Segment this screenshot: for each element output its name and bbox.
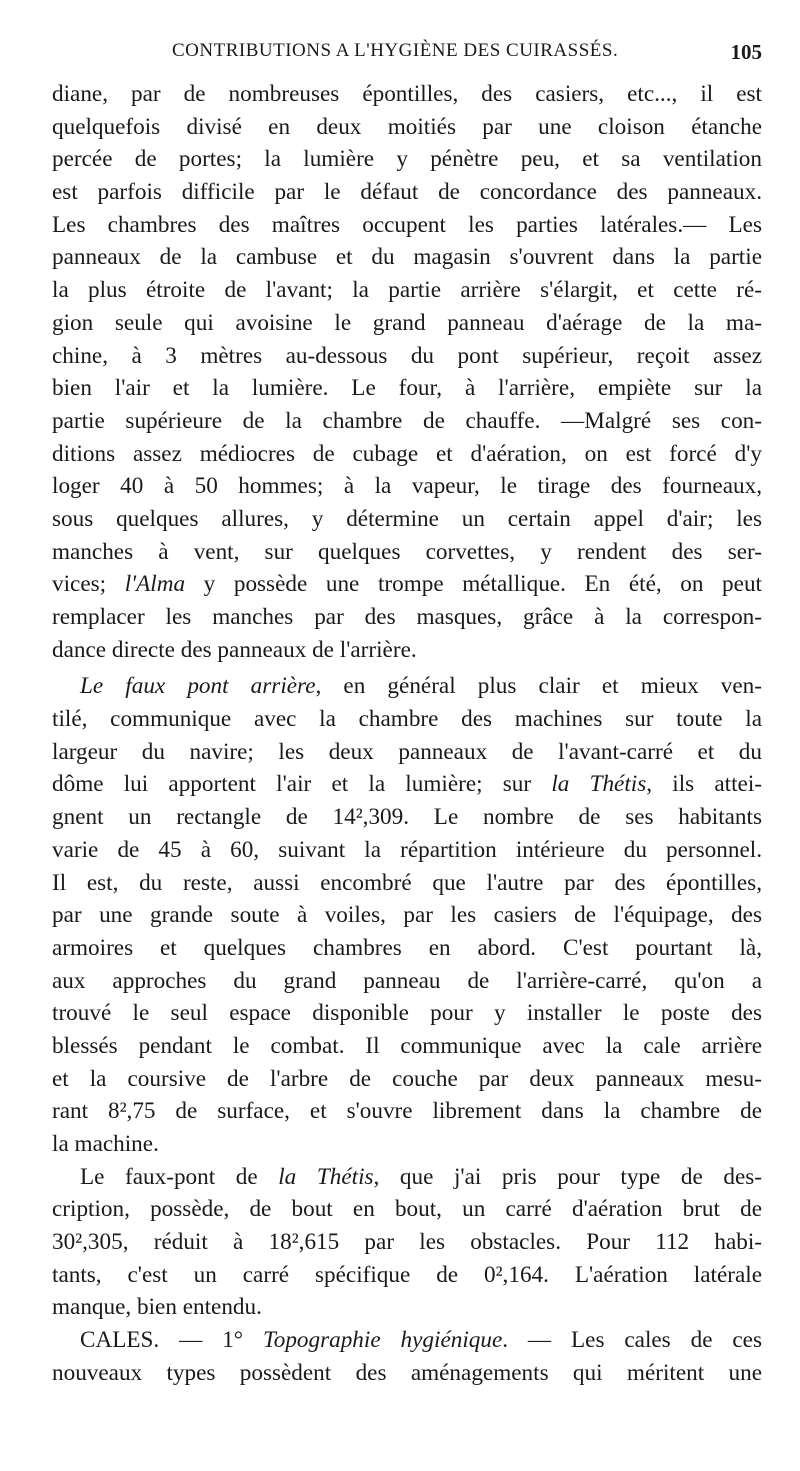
text-line: manches à vent, sur quelques corvettes, y rendent des ser-: [52, 538, 762, 565]
text-line: remplacer les manches par des masques, grâce à la correspon-: [52, 604, 762, 630]
text-line: tilé, communique avec la chambre des machines sur toute la: [52, 706, 762, 733]
text-line: par une grande soute à voiles, par les casiers de l'équipage, des: [52, 902, 762, 929]
text-segment: y possède une trompe métallique. En été, on peut: [185, 571, 762, 598]
text-line: quelquefois divisé en deux moitiés par une cloison étanche: [52, 113, 762, 140]
body-text: [52, 78, 762, 1390]
page-header: [52, 36, 762, 70]
text-line: trouvé le seul espace disponible pour y installer le poste des: [52, 1000, 762, 1027]
text-line: diane, par de nombreuses épontilles, des casiers, etc..., il est: [52, 81, 762, 107]
text-line: armoires et quelques chambres en abord. C'est pourtant là,: [52, 934, 762, 961]
text-line: la plus étroite de l'avant; la partie arrière s'élargit, et cette ré-: [52, 277, 762, 304]
text-line: chine, à 3 mètres au-dessous du pont supérieur, reçoit assez: [52, 342, 762, 369]
text-segment: , en général plus clair et mieux ven-: [315, 673, 762, 700]
text-line: [52, 1161, 762, 1194]
text-line: [52, 568, 762, 601]
text-line: varie de 45 à 60, suivant la répartition intérieure du personnel.: [52, 836, 762, 863]
text-line: la machine.: [52, 1131, 159, 1157]
text-segment: vices;: [52, 571, 125, 598]
text-line: bien l'air et la lumière. Le four, à l'arrière, empiète sur la: [52, 375, 762, 402]
text-segment: , que j'ai pris pour type de des-: [373, 1163, 762, 1190]
text-line: partie supérieure de la chambre de chauffe. —Malgré ses con-: [52, 407, 762, 434]
text-line: cription, possède, de bout en bout, un carré d'aération brut de: [52, 1196, 762, 1223]
text-line: panneaux de la cambuse et du magasin s'ouvrent dans la partie: [52, 244, 762, 271]
text-line: manque, bien entendu.: [52, 1294, 262, 1321]
text-segment: . — Les cales de ces: [502, 1327, 762, 1354]
text-line: gnent un rectangle de 14²,309. Le nombre de ses habitants: [52, 804, 762, 831]
italic-ship-name: la Thétis: [551, 771, 647, 798]
text-line: sous quelques allures, y détermine un certain appel d'air; les: [52, 505, 762, 532]
text-line: tants, c'est un carré spécifique de 0²,164. L'aération latérale: [52, 1261, 762, 1288]
text-line: Il est, du reste, aussi encombré que l'autre par des épontilles,: [52, 869, 762, 896]
text-line: [52, 1324, 762, 1357]
text-line: blessés pendant le combat. Il communique avec la cale arrière: [52, 1032, 762, 1059]
page-number: 105: [730, 40, 762, 64]
text-line: gion seule qui avoisine le grand panneau d'aérage de la ma-: [52, 309, 762, 336]
text-line: ditions assez médiocres de cubage et d'aération, on est forcé d'y: [52, 440, 762, 467]
text-line: Les chambres des maîtres occupent les parties latérales.— Les: [52, 211, 762, 238]
text-line: largeur du navire; les deux panneaux de l'avant-carré et du: [52, 738, 762, 765]
text-line: [52, 670, 762, 703]
text-line: loger 40 à 50 hommes; à la vapeur, le tirage des fourneaux,: [52, 473, 762, 500]
italic-ship-name: l'Alma: [124, 571, 186, 598]
italic-subheading: Topographie hygiénique: [262, 1327, 503, 1354]
text-line: est parfois difficile par le défaut de concordance des panneaux.: [52, 179, 762, 206]
text-segment: Le faux-pont de: [80, 1163, 279, 1190]
running-title: CONTRIBUTIONS A L'HYGIÈNE DES CUIRASSÉS.: [172, 40, 619, 61]
text-line: aux approches du grand panneau de l'arrière-carré, qu'on a: [52, 967, 762, 994]
text-line: 30²,305, réduit à 18²,615 par les obstacles. Pour 112 habi-: [52, 1229, 762, 1256]
italic-section-term: Le faux pont arrière: [80, 673, 316, 700]
text-line: nouveaux types possèdent des aménagements qui méritent une: [52, 1359, 762, 1386]
text-line: rant 8²,75 de surface, et s'ouvre librement dans la chambre de: [52, 1098, 762, 1125]
italic-ship-name: la Thétis: [278, 1163, 374, 1190]
text-line: dance directe des panneaux de l'arrière.: [52, 636, 417, 663]
section-heading: CALES. — 1°: [80, 1327, 263, 1354]
text-segment: dôme lui apportent l'air et la lumière; sur: [52, 771, 552, 798]
text-line: [52, 768, 762, 801]
text-segment: , ils attei-: [646, 771, 762, 798]
text-line: percée de portes; la lumière y pénètre peu, et sa ventilation: [52, 146, 762, 173]
text-line: et la coursive de l'arbre de couche par deux panneaux mesu-: [52, 1065, 762, 1092]
